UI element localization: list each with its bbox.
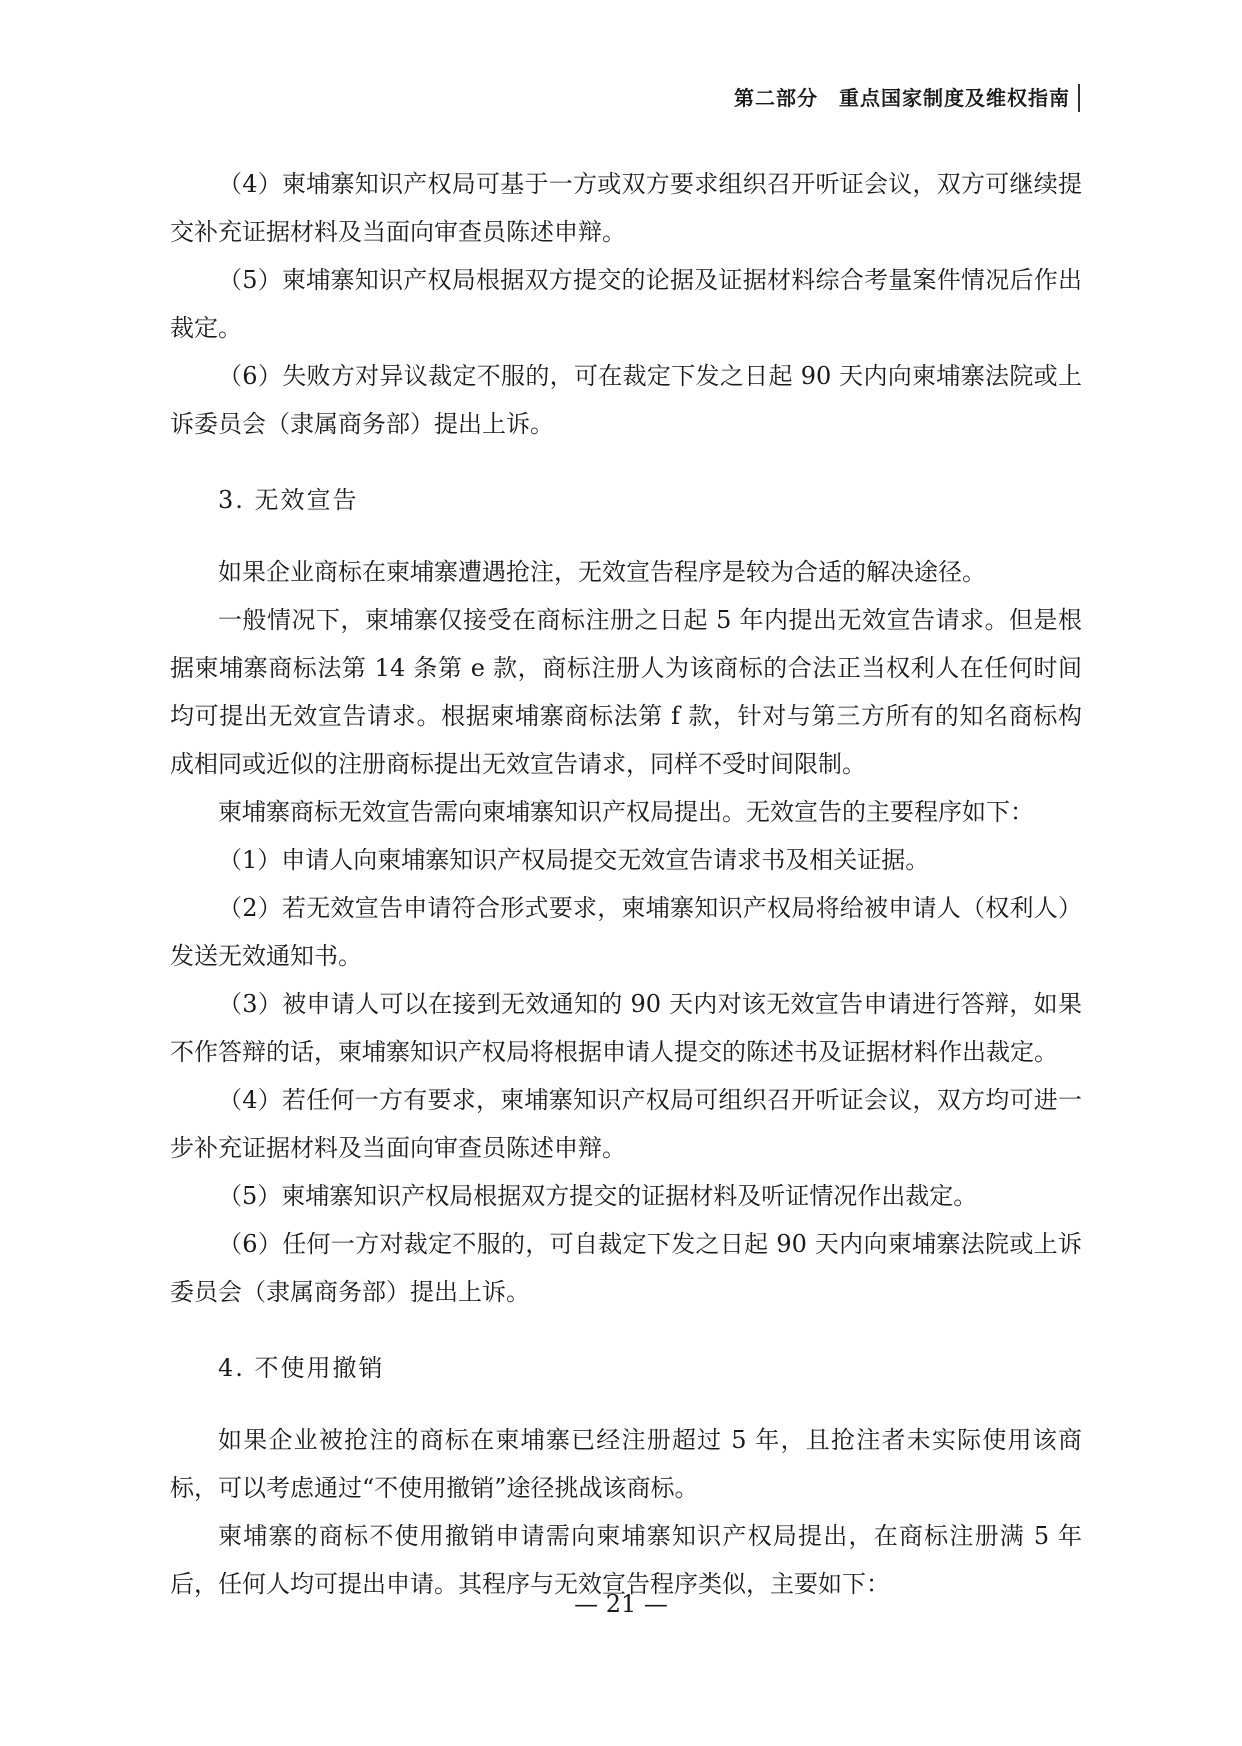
header-divider [1078, 84, 1080, 112]
paragraph: 如果企业商标在柬埔寨遭遇抢注，无效宣告程序是较为合适的解决途径。 [218, 558, 986, 586]
paragraph: 一般情况下，柬埔寨仅接受在商标注册之日起 5 年内提出无效宣告请求。但是根据柬埔寨商标法第 14 条第 e 款，商标注册人为该商标的合法正当权利人在任何时间均可提出无效宣告请求。根据柬埔寨商标法第 f 款，针对与第三方所有的知名商标构成相同或近似的注册商标提出无效宣告请求，同样不受时间限制。 [170, 606, 1082, 778]
page-number: — 21 — [574, 1590, 668, 1618]
paragraph: （6）失败方对异议裁定不服的，可在裁定下发之日起 90 天内向柬埔寨法院或上诉委员会（隶属商务部）提出上诉。 [170, 362, 1082, 438]
paragraph: （4）若任何一方有要求，柬埔寨知识产权局可组织召开听证会议，双方均可进一步补充证据材料及当面向审查员陈述申辩。 [170, 1086, 1082, 1162]
paragraph: 柬埔寨的商标不使用撤销申请需向柬埔寨知识产权局提出，在商标注册满 5 年后，任何人均可提出申请。其程序与无效宣告程序类似，主要如下： [170, 1522, 1082, 1598]
section-heading: 4. 不使用撤销 [218, 1354, 385, 1382]
paragraph: （3）被申请人可以在接到无效通知的 90 天内对该无效宣告申请进行答辩，如果不作答辩的话，柬埔寨知识产权局将根据申请人提交的陈述书及证据材料作出裁定。 [170, 990, 1082, 1066]
paragraph: （6）任何一方对裁定不服的，可自裁定下发之日起 90 天内向柬埔寨法院或上诉委员会（隶属商务部）提出上诉。 [170, 1230, 1082, 1306]
page-body [170, 160, 1082, 1608]
paragraph: 如果企业被抢注的商标在柬埔寨已经注册超过 5 年，且抢注者未实际使用该商标，可以考虑通过“不使用撤销”途径挑战该商标。 [170, 1426, 1082, 1502]
paragraph: （4）柬埔寨知识产权局可基于一方或双方要求组织召开听证会议，双方可继续提交补充证据材料及当面向审查员陈述申辩。 [170, 170, 1082, 246]
paragraph: （5）柬埔寨知识产权局根据双方提交的论据及证据材料综合考量案件情况后作出裁定。 [170, 266, 1082, 342]
paragraph: （2）若无效宣告申请符合形式要求，柬埔寨知识产权局将给被申请人（权利人）发送无效通知书。 [170, 894, 1082, 970]
paragraph: （5）柬埔寨知识产权局根据双方提交的证据材料及听证情况作出裁定。 [218, 1182, 978, 1210]
section-heading: 3. 无效宣告 [218, 486, 359, 514]
paragraph: 柬埔寨商标无效宣告需向柬埔寨知识产权局提出。无效宣告的主要程序如下： [218, 798, 1034, 826]
paragraph: （1）申请人向柬埔寨知识产权局提交无效宣告请求书及相关证据。 [218, 846, 930, 874]
running-header: 第二部分 重点国家制度及维权指南 [734, 86, 1070, 110]
